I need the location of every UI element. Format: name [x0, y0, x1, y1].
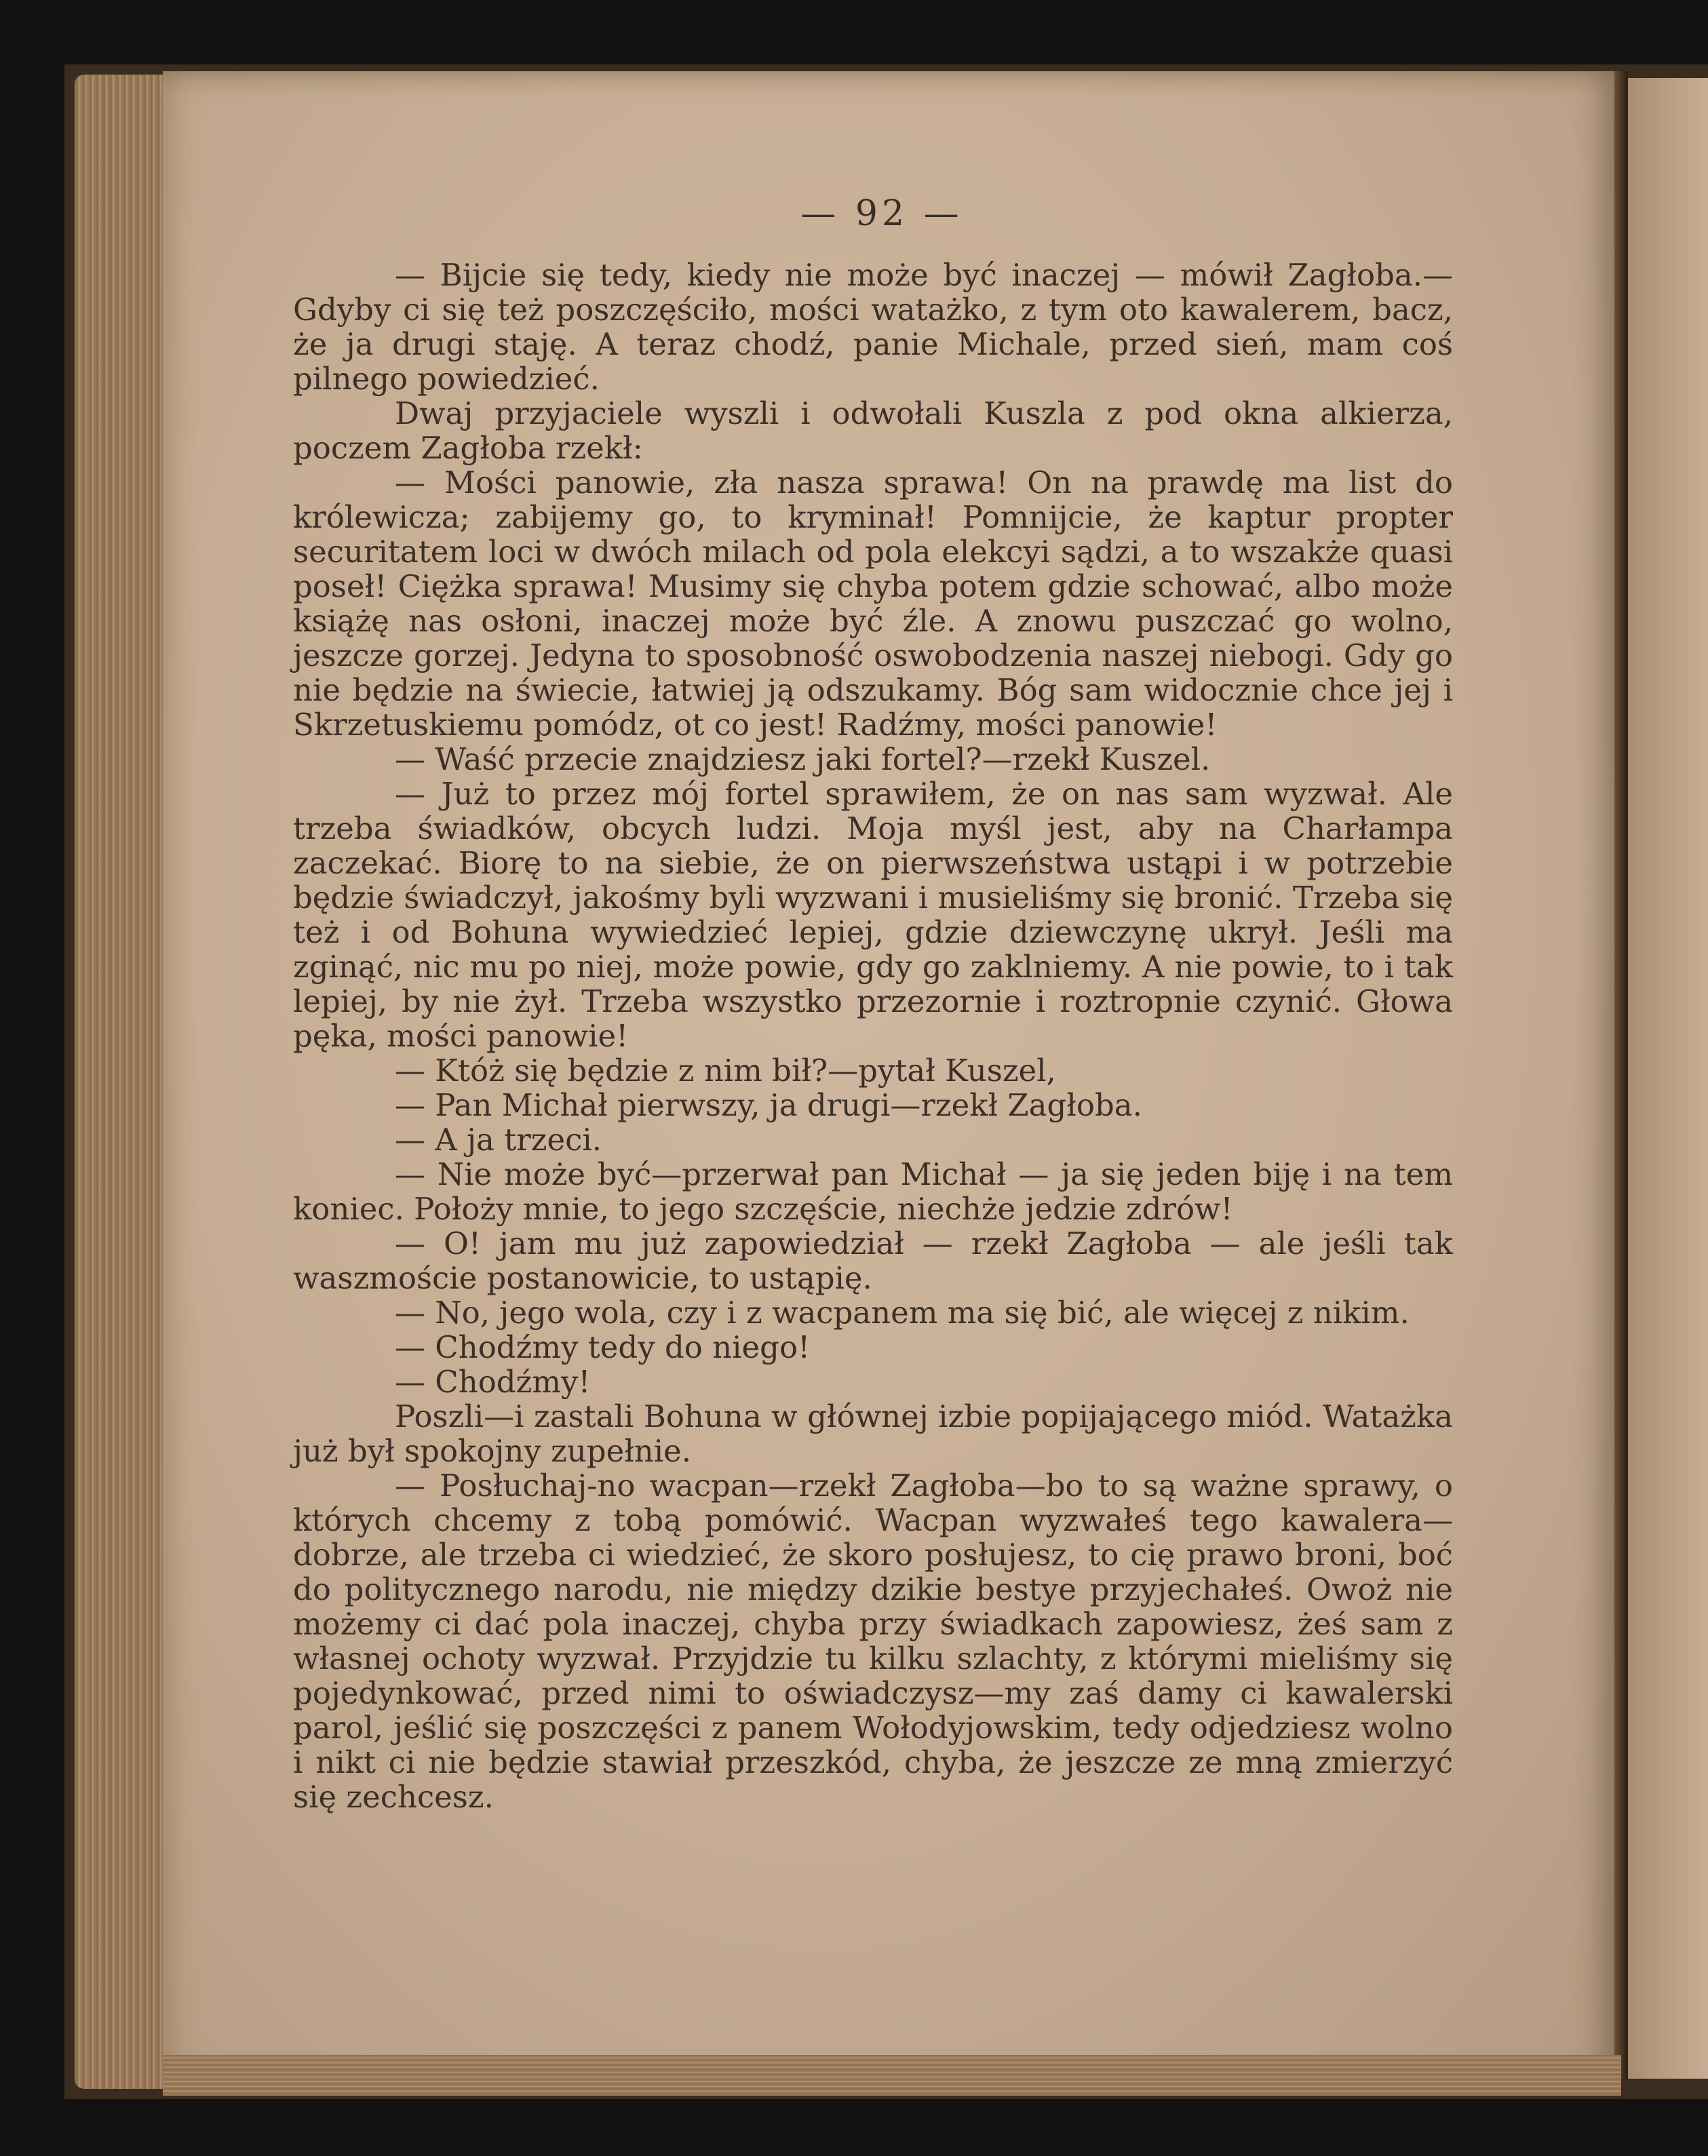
paragraph: — O! jam mu już zapowiedział — rzekł Zagłoba — ale jeśli tak waszmoście postanowicie, to ustąpię.: [293, 1226, 1453, 1296]
paragraph: — Nie może być—przerwał pan Michał — ja się jeden biję i na tem koniec. Położy mnie, to jego szczęście, niechże jedzie zdrów!: [293, 1156, 1453, 1227]
page-edges-bottom: [163, 2055, 1621, 2096]
paragraph: Dwaj przyjaciele wyszli i odwołali Kuszla z pod okna alkierza, poczem Zagłoba rzekł:: [293, 395, 1453, 466]
paragraph: — Chodźmy!: [395, 1364, 591, 1400]
page-number-header: — 92 —: [800, 193, 963, 234]
book-gutter: [1614, 71, 1628, 2079]
page-text: [293, 258, 1453, 1814]
paragraph: — A ja trzeci.: [395, 1122, 602, 1158]
paragraph: Poszli—i zastali Bohuna w głównej izbie popijającego miód. Watażka już był spokojny zupełnie.: [293, 1398, 1453, 1469]
paragraph: — Bijcie się tedy, kiedy nie może być inaczej — mówił Zagłoba.—Gdyby ci się też poszczęściło, mości watażko, z tym oto kawalerem, bacz, że ja drugi staję. A teraz chodź, panie Michale, przed sień, mam coś pilnego powiedzieć.: [293, 257, 1453, 397]
paragraph: — Chodźmy tedy do niego!: [395, 1329, 811, 1365]
page-edges-left: [75, 75, 176, 2089]
paragraph: — Posłuchaj-no wacpan—rzekł Zagłoba—bo to są ważne sprawy, o których chcemy z tobą pomówić. Wacpan wyzwałeś tego kawalera—dobrze, ale trzeba ci wiedzieć, że skoro posłujesz, to cię prawo broni, boć do politycznego narodu, nie między dzikie bestye przyjechałeś. Owoż nie możemy ci dać pola inaczej, chyba przy świadkach zapowiesz, żeś sam z własnej ochoty wyzwał. Przyjdzie tu kilku szlachty, z którymi mieliśmy się pojedynkować, przed nimi to oświadczysz—my zaś damy ci kawalerski parol, jeślić się poszczęści z panem Wołodyjowskim, tedy odjedziesz wolno i nikt ci nie będzie stawiał przeszkód, chyba, że jeszcze ze mną zmierzyć się zechcesz.: [293, 1468, 1453, 1815]
paragraph: — Któż się będzie z nim bił?—pytał Kuszel,: [395, 1053, 1056, 1089]
paragraph: — Waść przecie znajdziesz jaki fortel?—rzekł Kuszel.: [395, 741, 1211, 777]
facing-page-edge: [1628, 78, 1708, 2079]
paragraph: — Mości panowie, zła nasza sprawa! On na prawdę ma list do królewicza; zabijemy go, to kryminał! Pomnijcie, że kaptur propter securitatem loci w dwóch milach od pola elekcyi sądzi, a to wszakże quasi poseł! Ciężka sprawa! Musimy się chyba potem gdzie schować, albo może książę nas osłoni, inaczej może być źle. A znowu puszczać go wolno, jeszcze gorzej. Jedyna to sposobność oswobodzenia naszej niebogi. Gdy go nie będzie na świecie, łatwiej ją odszukamy. Bóg sam widocznie chce jej i Skrzetuskiemu pomódz, ot co jest! Radźmy, mości panowie!: [293, 465, 1453, 743]
paragraph: — Już to przez mój fortel sprawiłem, że on nas sam wyzwał. Ale trzeba świadków, obcych ludzi. Moja myśl jest, aby na Charłampa zaczekać. Biorę to na siebie, że on pierwszeństwa ustąpi i w potrzebie będzie świadczył, jakośmy byli wyzwani i musieliśmy się bronić. Trzeba się też i od Bohuna wywiedzieć lepiej, gdzie dziewczynę ukrył. Jeśli ma zginąć, nic mu po niej, może powie, gdy go zaklniemy. A nie powie, to i tak lepiej, by nie żył. Trzeba wszystko przezornie i roztropnie czynić. Głowa pęka, mości panowie!: [293, 776, 1453, 1054]
paragraph: — Pan Michał pierwszy, ja drugi—rzekł Zagłoba.: [395, 1087, 1142, 1123]
paragraph: — No, jego wola, czy i z wacpanem ma się bić, ale więcej z nikim.: [395, 1295, 1410, 1331]
